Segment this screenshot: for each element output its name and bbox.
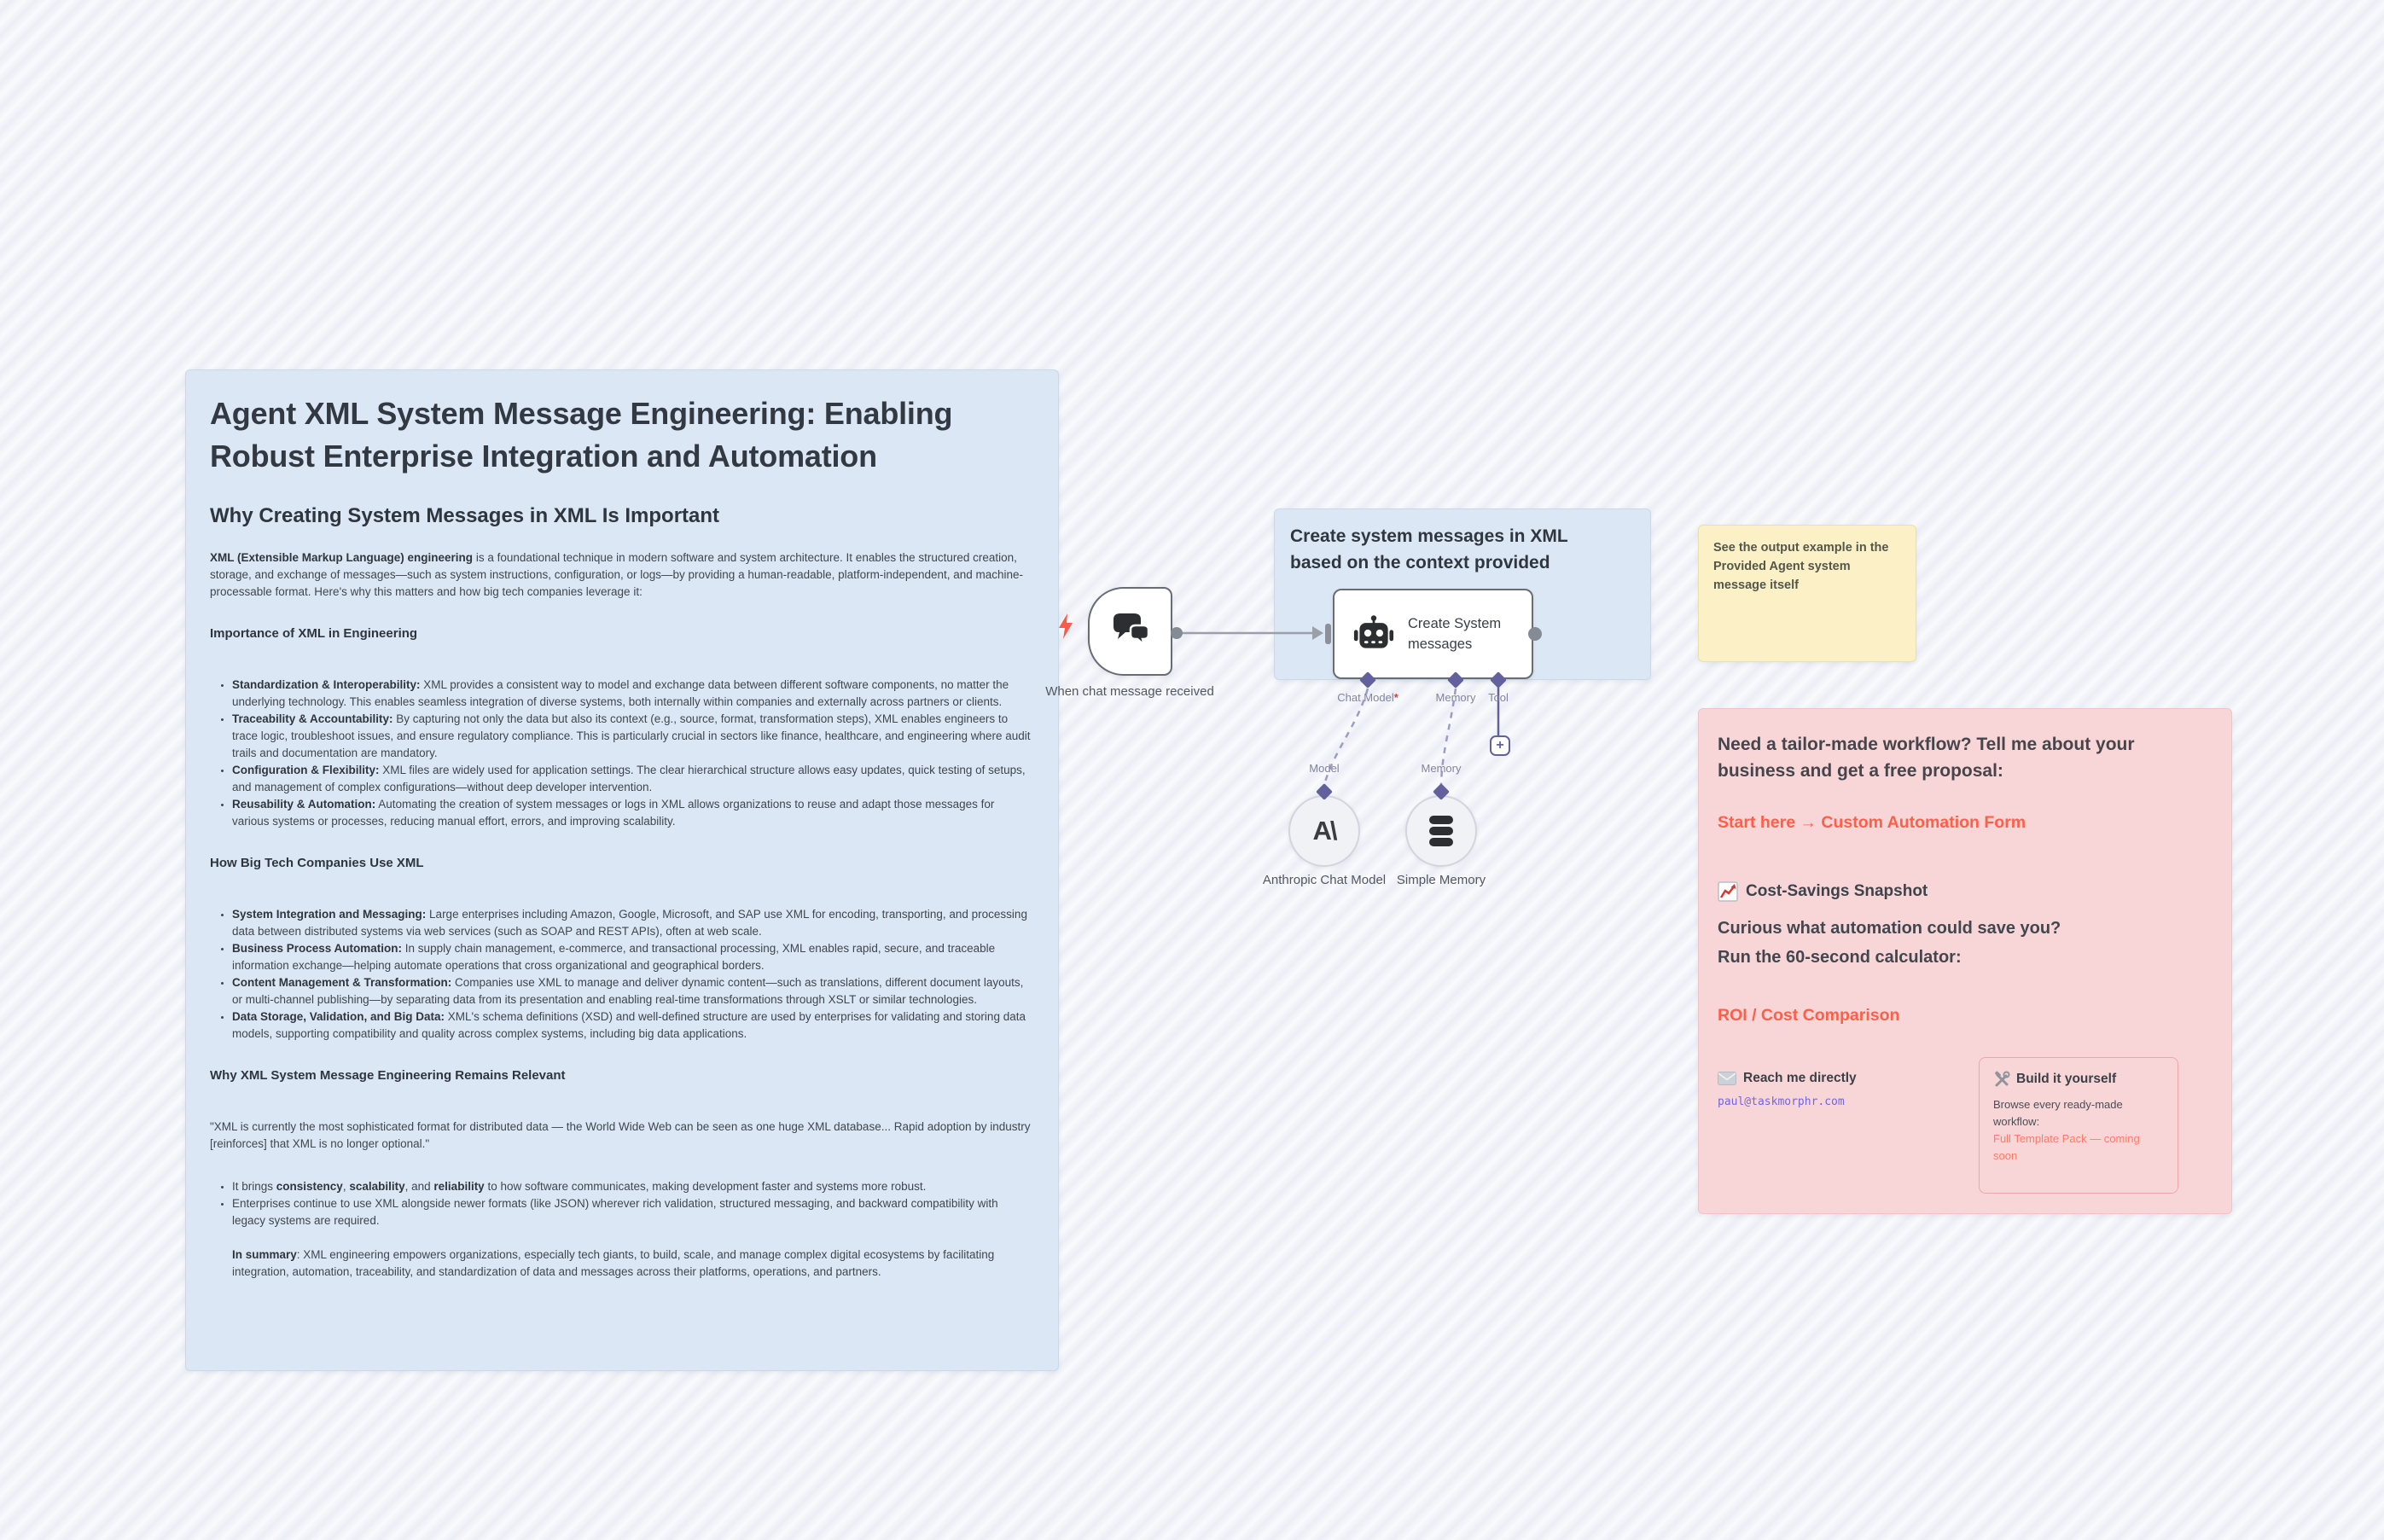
anthropic-node-label: Anthropic Chat Model	[1262, 873, 1387, 887]
database-icon	[1427, 815, 1455, 847]
agent-input-port[interactable]	[1325, 624, 1331, 644]
robot-icon	[1353, 614, 1394, 654]
memory-subport-label: Memory	[1421, 762, 1462, 775]
email-link[interactable]: paul@taskmorphr.com	[1718, 1095, 1845, 1108]
agent-output-port[interactable]	[1528, 627, 1542, 641]
build-text: Browse every ready-made workflow:	[1993, 1098, 2123, 1128]
trigger-output-port[interactable]	[1171, 627, 1183, 639]
chat-model-port-label	[1337, 691, 1398, 704]
build-heading-text: Build it yourself	[2016, 1072, 2117, 1086]
trigger-bolt-icon	[1059, 613, 1074, 639]
list-item: • It brings consistency, scalability, and reliability to how software communicates, making development faster and systems more robust.	[232, 1178, 1034, 1195]
doc-summary-text: : XML engineering empowers organizations, especially tech giants, to build, scale, and manage complex digital ecosystems by facilitating integration, automation, traceability, and standardization of data and messages across their platforms, operations, and partners.	[232, 1248, 995, 1278]
custom-automation-form-link[interactable]: Start here → Custom Automation Form	[1718, 813, 2026, 832]
chat-trigger-node[interactable]	[1088, 587, 1172, 676]
simple-memory-node-label: Simple Memory	[1396, 873, 1486, 887]
doc-relevance-heading: Why XML System Message Engineering Remains Relevant	[210, 1068, 566, 1083]
roi-cost-comparison-link[interactable]: ROI / Cost Comparison	[1718, 1006, 1900, 1025]
doc-quote: "XML is currently the most sophisticated format for distributed data — the World Wide Web can be seen as one huge XML database... Rapid adoption by industry [reinforces] that XML is no longer optional."	[210, 1120, 1031, 1150]
agent-sticky-text: Create system messages in XML based on the context provided	[1290, 526, 1568, 572]
doc-importance-heading: Importance of XML in Engineering	[210, 626, 418, 641]
anthropic-logo-icon: A\	[1312, 816, 1336, 846]
list-item: • Configuration & Flexibility: XML files are widely used for application settings. The clear hierarchical structure allows easy updates, quick testing of setups, and management of complex configurations—without deep developer intervention.	[232, 762, 1034, 796]
list-item: • Business Process Automation: In supply chain management, e-commerce, and transactional processing, XML enables rapid, secure, and traceable information exchange—helping automate operations that cross organizational and geographical borders.	[232, 940, 1034, 974]
tool-port-label: Tool	[1488, 691, 1509, 704]
list-item: • Reusability & Automation: Automating the creation of system messages or logs in XML allows organizations to reuse and adapt those messages for various systems or processes, reducing manual effort, errors, and improving scalability.	[232, 796, 1034, 830]
agent-node[interactable]	[1333, 589, 1533, 679]
doc-summary-lead: In summary	[232, 1248, 297, 1261]
model-subport-label: Model	[1309, 762, 1340, 775]
list-item: • System Integration and Messaging: Large enterprises including Amazon, Google, Microsoft, and SAP use XML for encoding, transporting, and processing data between distributed systems via web services (such as SOAP and REST APIs), often at web scale.	[232, 906, 1034, 940]
doc-intro-text: is a foundational technique in modern software and system architecture. It enables the structured creation, storage, and exchange of messages—such as system instructions, configuration, or logs—by providing a human-readable, platform-independent, and machine-processable format. Here's why this matters and how big tech companies leverage it:	[210, 551, 1024, 598]
anthropic-chat-model-node[interactable]	[1288, 795, 1360, 867]
contact-heading-text: Reach me directly	[1743, 1071, 1857, 1085]
snapshot-line-2: Run the 60-second calculator:	[1718, 948, 1962, 967]
snapshot-line-1: Curious what automation could save you?	[1718, 919, 2061, 938]
port-name: Chat Model	[1337, 691, 1394, 704]
snapshot-heading-text: Cost-Savings Snapshot	[1746, 882, 1928, 900]
promo-intro: Need a tailor-made workflow? Tell me about your business and get a free proposal:	[1718, 735, 2135, 781]
list-item: • Data Storage, Validation, and Big Data: XML's schema definitions (XSD) and well-defined structure are used by enterprises for validating and storing data models, supporting compatibility and quality across complex systems, including big data applications.	[232, 1008, 1034, 1043]
add-tool-button[interactable]: +	[1490, 735, 1510, 756]
edge-arrowhead-icon	[1312, 626, 1323, 640]
list-item: • Enterprises continue to use XML alongside newer formats (like JSON) wherever rich validation, structured messaging, and backward compatibility with legacy systems are required.	[232, 1195, 1034, 1229]
list-item: • Content Management & Transformation: Companies use XML to manage and deliver dynamic content—such as translations, different document layouts, or multi-channel publishing—by separating data from its presentation and enabling real-time transformations through XSLT or similar technologies.	[232, 974, 1034, 1008]
trigger-node-label: When chat message received	[1045, 684, 1214, 699]
list-item: • Traceability & Accountability: By capturing not only the data but also its context (e.g., source, format, transformation steps), XML enables engineers to trace logic, troubleshoot issues, and ensure regulatory compliance. This is particularly crucial in sectors like finance, healthcare, and engineering where audit trails and documentation are mandatory.	[232, 711, 1034, 762]
doc-title: Agent XML System Message Engineering: Enabling Robust Enterprise Integration and Automation	[210, 396, 953, 474]
output-sticky-text: See the output example in the Provided Agent system message itself	[1713, 541, 1889, 592]
list-item: • Standardization & Interoperability: XML provides a consistent way to model and exchange data between different software components, no matter the underlying technology. This enables seamless integration of diverse systems, both internally within companies and externally across partners or clients.	[232, 677, 1034, 711]
doc-intro-lead: XML (Extensible Markup Language) engineering	[210, 551, 474, 564]
memory-port-label: Memory	[1435, 691, 1476, 704]
required-marker: *	[1393, 691, 1398, 704]
chat-bubbles-icon	[1108, 613, 1153, 650]
doc-intro-heading: Why Creating System Messages in XML Is Important	[210, 504, 720, 527]
simple-memory-node[interactable]	[1405, 795, 1477, 867]
doc-bigtech-heading: How Big Tech Companies Use XML	[210, 856, 424, 870]
agent-node-title: Create System messages	[1408, 616, 1502, 652]
full-template-pack-link[interactable]: Full Template Pack — coming soon	[1993, 1132, 2140, 1162]
